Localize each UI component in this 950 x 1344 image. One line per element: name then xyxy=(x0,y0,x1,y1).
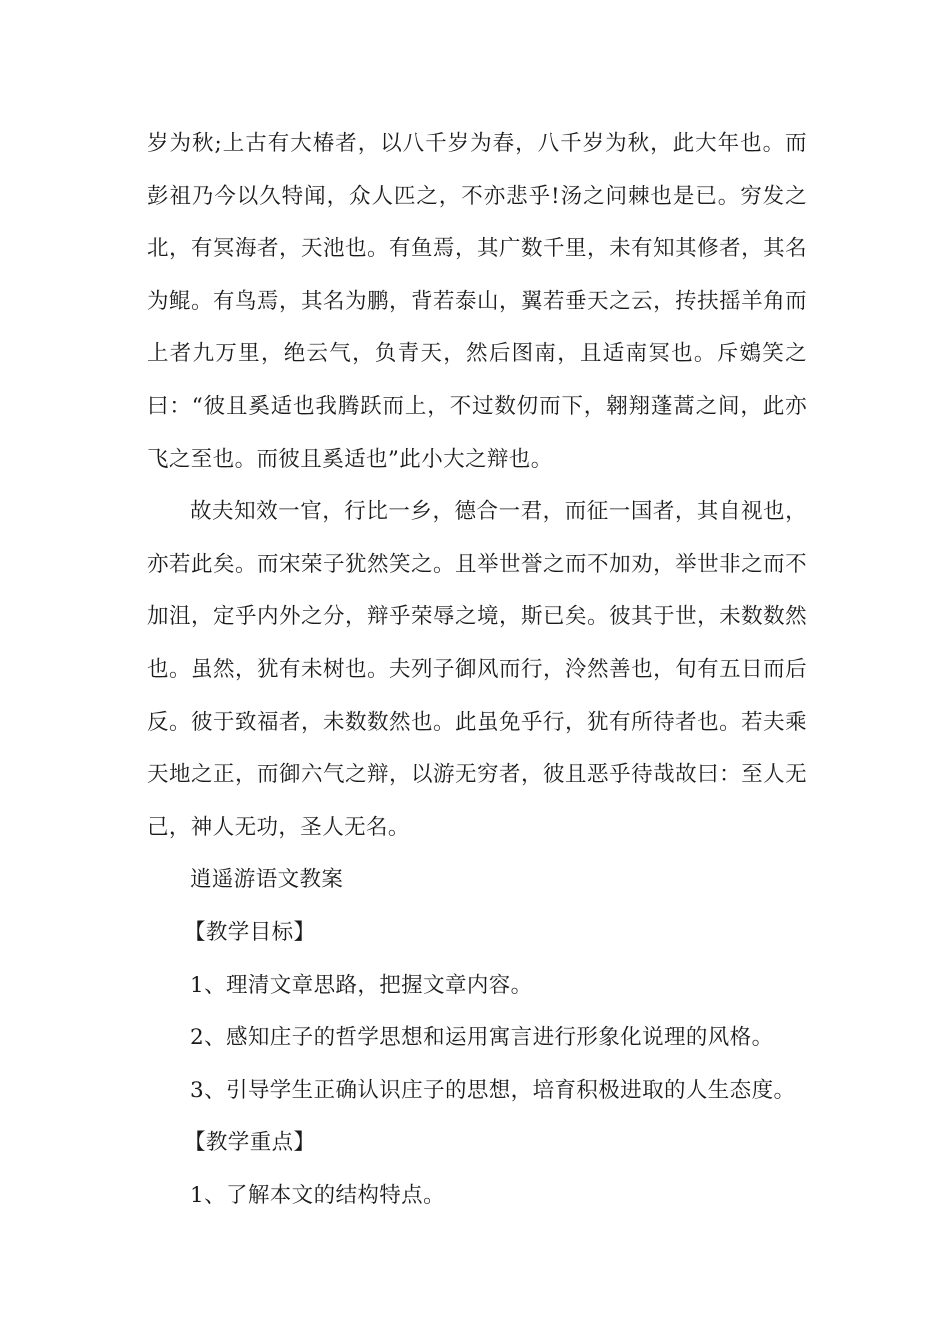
goals-list xyxy=(147,960,807,1118)
goal-item: 3、引导学生正确认识庄子的思想，培育积极进取的人生态度。 xyxy=(190,1077,796,1103)
goals-heading: 【教学目标】 xyxy=(184,919,316,945)
key-point-item: 1、了解本文的结构特点。 xyxy=(190,1182,445,1208)
key-points-heading: 【教学重点】 xyxy=(184,1130,316,1156)
lesson-title: 逍遥游语文教案 xyxy=(190,867,344,893)
document-body xyxy=(147,118,807,1222)
paragraph-xiaoyao: 故夫知效一官，行比一乡，德合一君，而征一国者，其自视也，亦若此矣。而宋荣子犹然笑之。且举世誉之而不加劝，举世非之而不加沮，定乎内外之分，辩乎荣辱之境，斯已矣。彼其于世，未数数然也。虽然，犹有未树也。夫列子御风而行，泠然善也，旬有五日而后反。彼于致福者，未数数然也。此虽免乎行，犹有所待者也。若夫乘天地之正，而御六气之辩，以游无穷者，彼且恶乎待哉故曰：至人无己，神人无功，圣人无名。 xyxy=(147,499,807,840)
goal-item: 2、感知庄子的哲学思想和运用寓言进行形象化说理的风格。 xyxy=(190,1025,774,1051)
key-points-heading-wrap xyxy=(147,1117,807,1170)
lesson-plan-section xyxy=(147,854,807,907)
goal-item: 1、理清文章思路，把握文章内容。 xyxy=(190,972,533,998)
paragraph-dapeng: 岁为秋;上古有大椿者，以八千岁为春，八千岁为秋，此大年也。而彭祖乃今以久特闻，众人匹之，不亦悲乎!汤之问棘也是已。穷发之北，有冥海者，天池也。有鱼焉，其广数千里，未有知其修者，其名为鲲。有鸟焉，其名为鹏，背若泰山，翼若垂天之云，抟扶摇羊角而上者九万里，绝云气，负青天，然后图南，且适南冥也。斥鴳笑之曰：“彼且奚适也我腾跃而上，不过数仞而下，翱翔蓬蒿之间，此亦飞之至也。而彼且奚适也”此小大之辩也。 xyxy=(147,131,807,472)
goals-heading-wrap xyxy=(147,907,807,960)
key-points-list xyxy=(147,1170,807,1223)
